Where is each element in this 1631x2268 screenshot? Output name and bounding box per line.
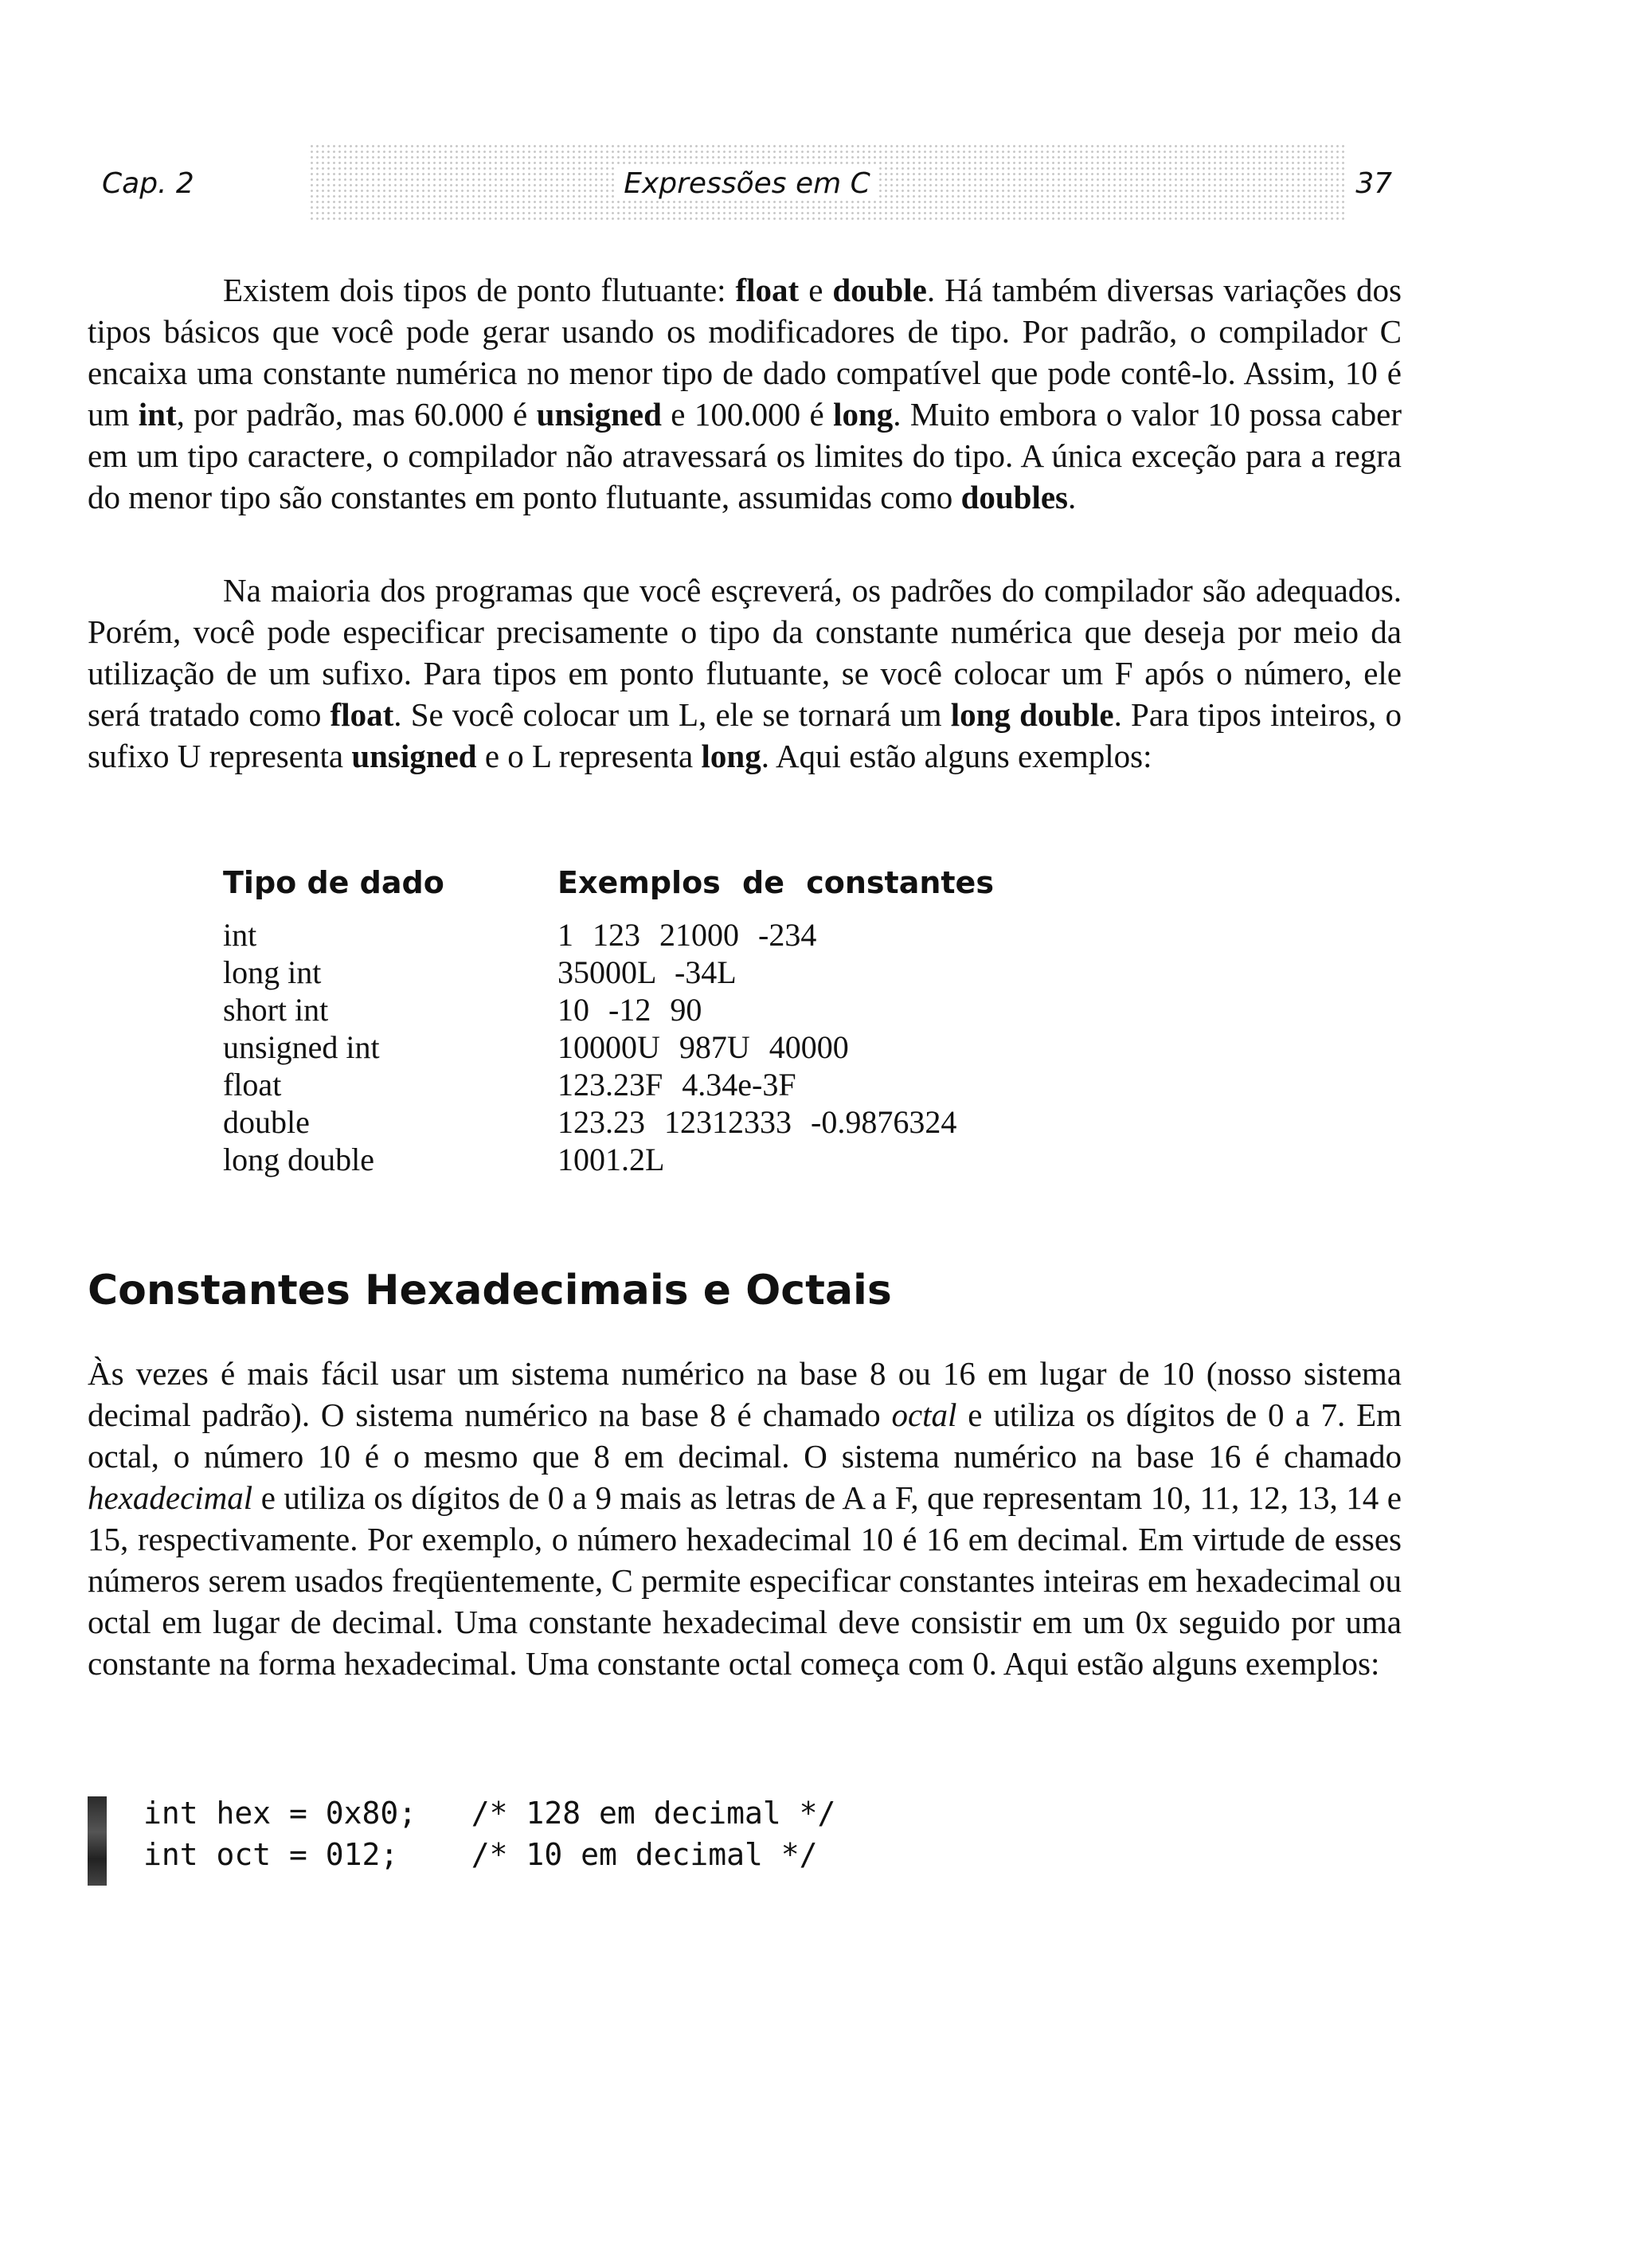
term-hexadecimal: hexadecimal	[88, 1479, 253, 1516]
code-lines	[143, 1792, 835, 1875]
term-long: long	[833, 396, 894, 433]
term-double: double	[832, 272, 927, 308]
type-cell: unsigned int	[223, 1029, 380, 1065]
examples-cell: 35000L -34L	[557, 954, 737, 990]
examples-cell: 123.23F 4.34e-3F	[557, 1067, 796, 1103]
term-float: float	[735, 272, 800, 308]
code-margin-bar	[88, 1796, 107, 1886]
section-heading: Constantes Hexadecimais e Octais	[88, 1267, 892, 1314]
term-unsigned: unsigned	[351, 738, 477, 774]
paragraph-suffixes: Na maioria dos programas que você esçreverá, os padrões do compilador são adequados. Porém, você pode especificar precisamente o tipo da constante numérica que deseja por meio da utilização de um sufixo. Para tipos em ponto flutuante, se você colocar um F após o número, ele será tratado como float. Se você colocar um L, ele se tornará um long double. Para tipos inteiros, o sufixo U representa unsigned e o L representa long. Aqui estão alguns exemplos:	[88, 572, 1402, 774]
term-long: long	[701, 738, 761, 774]
table-row	[223, 954, 1274, 991]
type-cell: int	[223, 917, 257, 953]
table-row	[223, 1066, 1274, 1103]
term-float: float	[330, 696, 394, 733]
term-long-double: long double	[950, 696, 1114, 733]
table-row	[223, 916, 1274, 954]
table-header-row	[223, 864, 1274, 902]
term-int: int	[138, 396, 177, 433]
type-cell: short int	[223, 992, 329, 1028]
examples-cell: 1 123 21000 -234	[557, 917, 817, 953]
type-cell: double	[223, 1104, 310, 1140]
term-unsigned: unsigned	[536, 396, 662, 433]
type-cell: long int	[223, 954, 322, 990]
chapter-label: Cap. 2	[102, 167, 202, 200]
term-doubles: doubles	[960, 479, 1069, 515]
code-line: int oct = 012; /* 10 em decimal */	[143, 1837, 818, 1872]
running-title: Expressões em C	[616, 167, 878, 200]
examples-cell: 10 -12 90	[557, 992, 702, 1028]
running-header	[102, 143, 1392, 231]
table-row	[223, 1103, 1274, 1141]
paragraph-hex-octal: Às vezes é mais fácil usar um sistema numérico na base 8 ou 16 em lugar de 10 (nosso sistema decimal padrão). O sistema numérico na base 8 é chamado octal e utiliza os dígitos de 0 a 7. Em octal, o número 10 é o mesmo que 8 em decimal. O sistema numérico na base 16 é chamado hexadecimal e utiliza os dígitos de 0 a 9 mais as letras de A a F, que representam 10, 11, 12, 13, 14 e 15, respectivamente. Por exemplo, o número hexadecimal 10 é 16 em decimal. Em virtude de esses números serem usados freqüentemente, C permite especificar constantes inteiras em hexadecimal ou octal em lugar de decimal. Uma constante hexadecimal deve consistir em um 0x seguido por uma constante na forma hexadecimal. Uma constante octal começa com 0. Aqui estão alguns exemplos:	[88, 1355, 1402, 1682]
table-row	[223, 991, 1274, 1028]
type-cell: float	[223, 1067, 282, 1103]
code-example	[88, 1792, 1123, 1888]
examples-cell: 10000U 987U 40000	[557, 1029, 849, 1065]
examples-cell: 1001.2L	[557, 1142, 665, 1177]
examples-cell: 123.23 12312333 -0.9876324	[557, 1104, 957, 1140]
term-octal: octal	[891, 1396, 957, 1433]
table-row	[223, 1028, 1274, 1066]
column-header-type: Tipo de dado	[223, 865, 444, 900]
table-row	[223, 1141, 1274, 1178]
code-line: int hex = 0x80; /* 128 em decimal */	[143, 1796, 836, 1831]
page-number: 37	[1347, 167, 1392, 200]
column-header-examples: Exemplos de constantes	[557, 865, 994, 900]
type-cell: long double	[223, 1142, 374, 1177]
paragraph-float-double: Existem dois tipos de ponto flutuante: float e double. Há também diversas variações dos tipos básicos que você pode gerar usando os modificadores de tipo. Por padrão, o compilador C encaixa uma constante numérica no menor tipo de dado compatível que pode contê-lo. Assim, 10 é um int, por padrão, mas 60.000 é unsigned e 100.000 é long. Muito embora o valor 10 possa caber em um tipo caractere, o compilador não atravessará os limites do tipo. A única exceção para a regra do menor tipo são constantes em ponto flutuante, assumidas como doubles.	[88, 272, 1402, 515]
constants-table	[223, 864, 1274, 1178]
